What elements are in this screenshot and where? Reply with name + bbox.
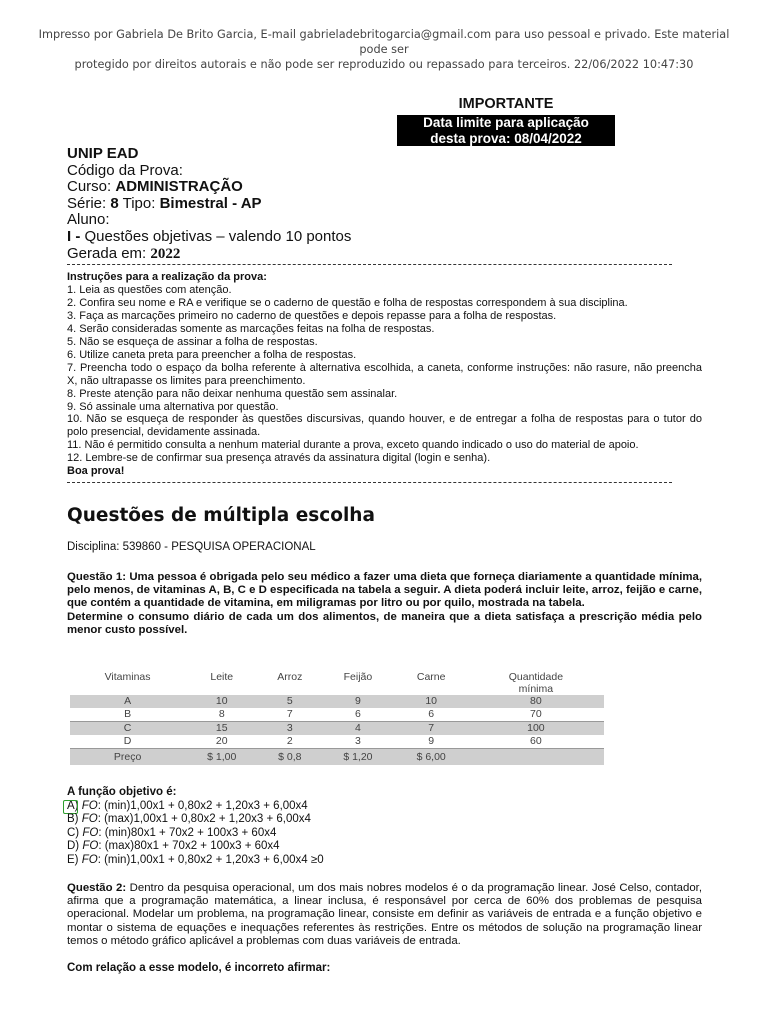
table-header-cell: Leite — [210, 671, 234, 683]
table-header-row — [70, 670, 604, 684]
table-cell: 15 — [185, 722, 258, 736]
option-fo: FO — [82, 840, 99, 853]
divider-top — [67, 264, 672, 265]
answer-option[interactable] — [67, 854, 324, 867]
option-fo: FO — [81, 853, 98, 866]
table-cell: A — [70, 695, 185, 708]
table-cell: C — [70, 722, 185, 736]
option-fo: FO — [81, 813, 98, 826]
instructions-list — [67, 284, 702, 465]
generated-value: 2022 — [150, 245, 181, 262]
answer-option[interactable] — [67, 800, 324, 813]
table-header-cell: Feijão — [343, 671, 373, 683]
instruction-item: 7. Preencha todo o espaço da bolha referente à alternativa escolhida, a caneta, conforme instruções: não rasure, não preencha X, não ultrapasse os limites para preenchimento. — [67, 361, 702, 387]
price-cell: $ 6,00 — [395, 749, 468, 766]
section-line — [67, 229, 351, 246]
table-cell: 7 — [395, 722, 468, 736]
table-header-cell: Carne — [416, 671, 446, 683]
table-cell: 10 — [185, 695, 258, 708]
table-header-cell: Vitaminas — [104, 671, 151, 683]
instruction-item: 4. Serão consideradas somente as marcações feitas na folha de respostas. — [67, 322, 435, 335]
exam-code-label: Código da Prova: — [67, 161, 183, 179]
question-2-text — [67, 882, 702, 948]
table-row — [70, 735, 604, 749]
instruction-item: 3. Faça as marcações primeiro no caderno de questões e depois repasse para a folha de respostas. — [67, 309, 557, 322]
option-letter: E) — [67, 853, 79, 866]
header-minimum: mínima — [518, 683, 554, 695]
table-cell: 7 — [258, 708, 321, 722]
table-header-cell: Quantidade — [508, 671, 564, 683]
instruction-item: 9. Só assinale uma alternativa por questão. — [67, 400, 279, 413]
table-cell: 4 — [321, 722, 394, 736]
generated-line — [67, 246, 351, 263]
instruction-item: 2. Confira seu nome e RA e verifique se o caderno de questão e folha de respostas correspondem à sua disciplina. — [67, 296, 628, 309]
table-cell: 6 — [321, 708, 394, 722]
option-letter: B) — [67, 813, 79, 826]
course-line — [67, 179, 351, 196]
table-cell: 2 — [258, 735, 321, 749]
table-cell: 3 — [321, 735, 394, 749]
instructions-block — [67, 271, 702, 478]
objective-function-label: A função objetivo é: — [67, 786, 177, 798]
type-label: Tipo: — [122, 194, 156, 212]
instruction-item: 12. Lembre-se de confirmar sua presença através da assinatura digital (login e senha). — [67, 452, 491, 465]
watermark-line-2: protegido por direitos autorais e não pode ser reproduzido ou repassado para terceiros. 22/06/2022 10:47:30 — [74, 58, 694, 71]
table-cell: 9 — [321, 695, 394, 708]
option-text: : (min)1,00x1 + 0,80x2 + 1,20x3 + 6,00x4 ≥0 — [97, 853, 324, 866]
instructions-closing: Boa prova! — [67, 465, 125, 478]
instruction-item: 6. Utilize caneta preta para preencher a folha de respostas. — [67, 348, 357, 361]
student-label: Aluno: — [67, 211, 110, 229]
table-cell: 3 — [258, 722, 321, 736]
table-cell: 5 — [258, 695, 321, 708]
price-cell: $ 1,00 — [185, 749, 258, 766]
table-header-row-2 — [70, 684, 604, 695]
selected-answer-box-icon — [63, 800, 78, 814]
question-2-body: Dentro da pesquisa operacional, um dos mais nobres modelos é o da programação linear. José Celso, contador, afirma que a programação matemática, a linear inclusa, é responsável por cerca de 60% dos problemas de pesquisa operacional. Modelar um problema, na programação linear, consiste em definir as variáveis de entrada e a função objetivo e montar o sistema de equações e inequações referentes às restrições. Entre os métodos de solução na programação linear temos o método gráfico aplicável a problemas com duas variáveis de entrada. — [67, 882, 702, 947]
deadline-line-2: desta prova: 08/04/2022 — [430, 130, 582, 146]
question-1 — [67, 571, 702, 637]
option-text: : (min)1,00x1 + 0,80x2 + 1,20x3 + 6,00x4 — [97, 800, 308, 812]
table-cell: 20 — [185, 735, 258, 749]
option-fo: FO — [82, 826, 99, 839]
table-row — [70, 695, 604, 708]
instruction-item: 1. Leia as questões com atenção. — [67, 283, 232, 296]
exam-header — [67, 146, 351, 262]
table-header-cell: Arroz — [277, 671, 303, 683]
watermark-line-1: Impresso por Gabriela De Brito Garcia, E-mail gabrieladebritogarcia@gmail.com para uso pessoal e privado. Este material pode ser — [38, 28, 730, 56]
table-cell: B — [70, 708, 185, 722]
generated-label: Gerada em: — [67, 244, 147, 262]
price-cell: $ 0,8 — [258, 749, 321, 766]
table-cell: 9 — [395, 735, 468, 749]
course-label: Curso: — [67, 178, 112, 196]
table-cell: 70 — [468, 708, 604, 722]
table-cell: 100 — [468, 722, 604, 736]
institution: UNIP EAD — [67, 145, 139, 162]
option-text: : (max)80x1 + 70x2 + 100x3 + 60x4 — [98, 840, 280, 853]
instruction-item: 11. Não é permitido consulta a nenhum material durante a prova, exceto quando indicado o uso do material de apoio. — [67, 439, 639, 452]
option-text: : (max)1,00x1 + 0,80x2 + 1,20x3 + 6,00x4 — [97, 813, 311, 826]
table-cell: D — [70, 735, 185, 749]
series-value: 8 — [110, 194, 119, 212]
answer-option[interactable] — [67, 813, 324, 826]
divider-bottom — [67, 482, 672, 483]
table-row — [70, 722, 604, 736]
vitamin-table — [70, 670, 604, 765]
instruction-item: 8. Preste atenção para não deixar nenhuma questão sem assinalar. — [67, 387, 398, 400]
option-fo: FO — [81, 800, 98, 812]
print-watermark — [30, 27, 738, 72]
table-cell: 10 — [395, 695, 468, 708]
question-2-label: Questão 2: — [67, 882, 127, 894]
price-cell — [468, 749, 604, 766]
section-title: Questões de múltipla escolha — [67, 505, 375, 526]
answer-option[interactable] — [67, 840, 324, 853]
table-price-row — [70, 749, 604, 766]
course-value: ADMINISTRAÇÃO — [115, 178, 243, 196]
table-cell: 60 — [468, 735, 604, 749]
question-1-text: Questão 1: Uma pessoa é obrigada pelo seu médico a fazer uma dieta que forneça diariamente a quantidade mínima, pelo menos, de vitaminas A, B, C e D especificada na tabela a seguir. A dieta poderá incluir leite, arroz, feijão e carne, que contém a quantidade de vitamina, em miligramas por litro ou por quilo, mostrada na tabela. — [67, 571, 702, 610]
important-title: IMPORTANTE — [458, 96, 554, 112]
price-cell: $ 1,20 — [321, 749, 394, 766]
series-label: Série: — [67, 194, 107, 212]
instructions-title: Instruções para a realização da prova: — [67, 271, 267, 283]
answer-options — [67, 800, 324, 867]
answer-option[interactable] — [67, 827, 324, 840]
deadline-box — [397, 115, 615, 146]
table-row — [70, 708, 604, 722]
question-1-prompt: Determine o consumo diário de cada um dos alimentos, de maneira que a dieta satisfaça a prescrição média pelo menor custo possível. — [67, 610, 702, 636]
table-body — [70, 695, 604, 765]
price-cell: Preço — [70, 749, 185, 766]
type-value: Bimestral - AP — [159, 194, 262, 212]
discipline-line: Disciplina: 539860 - PESQUISA OPERACIONAL — [67, 541, 316, 553]
option-text: : (min)80x1 + 70x2 + 100x3 + 60x4 — [98, 826, 277, 839]
section-description: Questões objetivas – valendo 10 pontos — [84, 227, 352, 245]
table-cell: 8 — [185, 708, 258, 722]
option-letter: A) — [67, 800, 79, 812]
deadline-line-1: Data limite para aplicação — [423, 115, 589, 130]
question-2-prompt: Com relação a esse modelo, é incorreto afirmar: — [67, 962, 331, 974]
section-number: I - — [67, 227, 81, 245]
series-line — [67, 196, 351, 213]
instruction-item: 5. Não se esqueça de assinar a folha de respostas. — [67, 335, 318, 348]
table-cell: 6 — [395, 708, 468, 722]
question-2 — [67, 882, 702, 948]
option-letter: D) — [67, 840, 80, 853]
option-letter: C) — [67, 826, 80, 839]
table-cell: 80 — [468, 695, 604, 708]
instruction-item: 10. Não se esqueça de responder às questões discursivas, quando houver, e de entregar a folha de respostas para o tutor do polo presencial, devidamente assinada. — [67, 413, 702, 439]
